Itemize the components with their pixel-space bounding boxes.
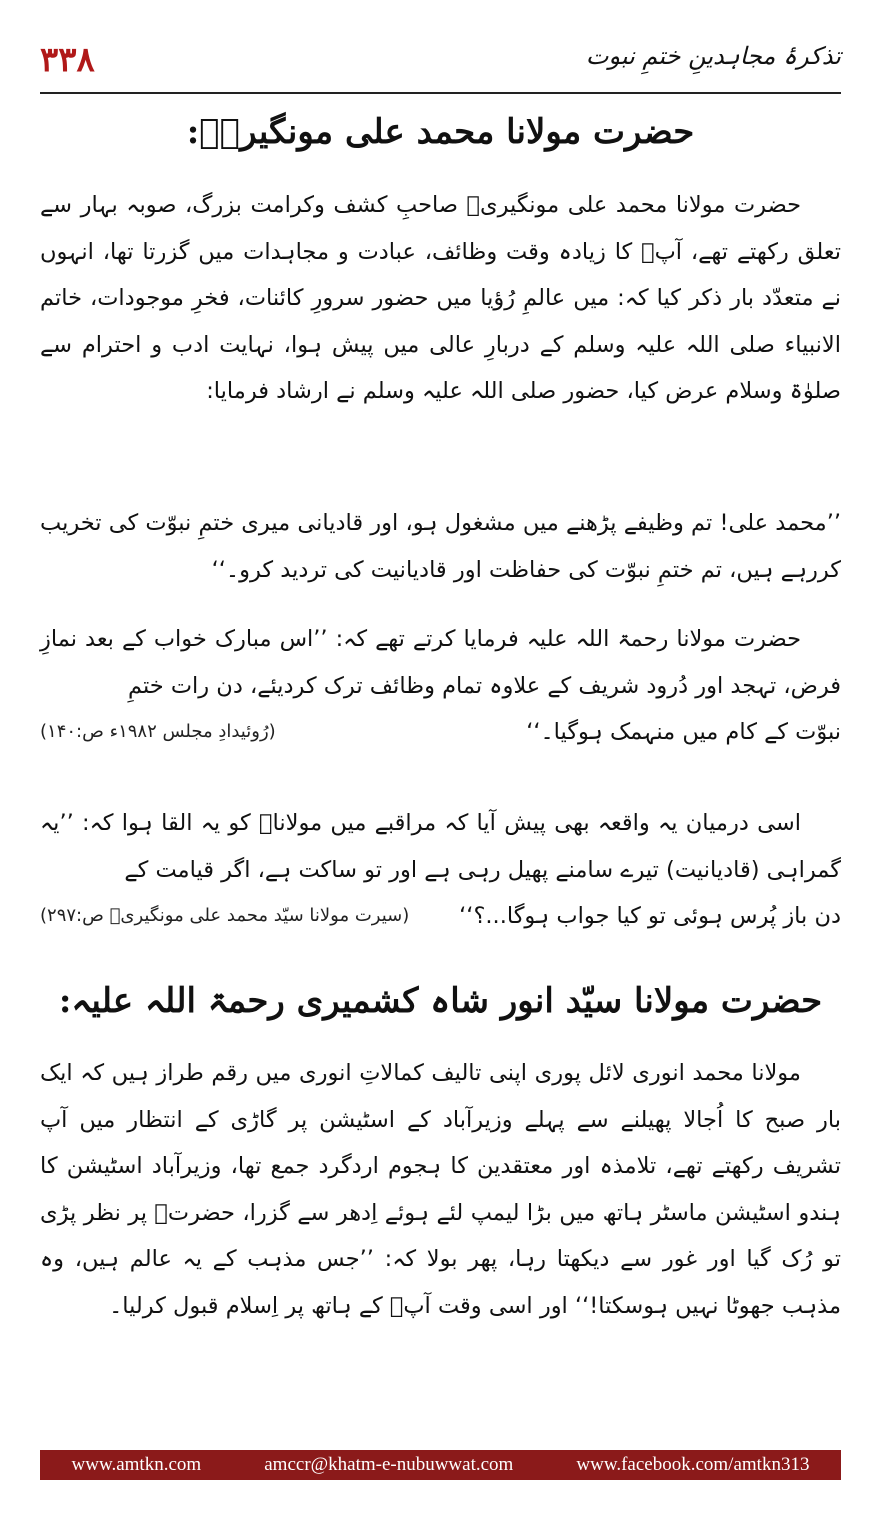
paragraph-dream-effect-text: حضرت مولانا رحمۃ اللہ علیہ فرمایا کرتے تھے کہ: ’’اس مبارک خواب کے بعد نمازِ فرض، تہجد اور دُرود شریف کے علاوہ تمام وظائف ترک کردیئے، دن رات ختمِ <box>40 626 841 699</box>
paragraph-muraqaba <box>40 800 841 940</box>
footer-facebook-link[interactable]: www.facebook.com/amtkn313 <box>576 1454 810 1475</box>
page-number: ۳۳۸ <box>40 40 95 80</box>
footer-bar <box>40 1450 841 1480</box>
footer-email-link[interactable]: amccr@khatm-e-nubuwwat.com <box>264 1454 514 1475</box>
paragraph-muraqaba-ending: دن باز پُرس ہوئی تو کیا جواب ہوگا...؟‘‘ <box>459 903 841 929</box>
page-header <box>40 28 841 90</box>
book-title: تذکرۂ مجاہدینِ ختمِ نبوت <box>585 42 841 70</box>
paragraph-dream-effect <box>40 616 841 756</box>
header-divider <box>40 92 841 94</box>
paragraph-dream-effect-last-line <box>40 709 841 756</box>
paragraph-muraqaba-last-line <box>40 893 841 940</box>
footer-website-link[interactable]: www.amtkn.com <box>71 1454 202 1475</box>
paragraph-dream-effect-ending: نبوّت کے کام میں منہمک ہوگیا۔‘‘ <box>526 719 841 745</box>
paragraph-prophet-quote: ’’محمد علی! تم وظیفے پڑھنے میں مشغول ہو، اور قادیانی میری ختمِ نبوّت کی تخریب کررہے ہیں، تم ختمِ نبوّت کی حفاظت اور قادیانیت کی تردید کرو۔‘‘ <box>40 510 841 583</box>
citation-seerat: (سیرت مولانا سیّد محمد علی مونگیریؒ ص:۲۹۷) <box>40 905 410 926</box>
paragraph-muraqaba-text: اسی درمیان یہ واقعہ بھی پیش آیا کہ مراقبے میں مولاناؒ کو یہ القا ہوا کہ: ’’یہ گمراہی (قادیانیت) تیرے سامنے پھیل رہی ہے اور تو ساکت ہے، اگر قیامت کے <box>40 810 841 883</box>
section-heading-kashmiri: حضرت مولانا سیّد انور شاہ کشمیری رحمۃ اللہ علیہ: <box>58 981 823 1021</box>
paragraph-mungeri-intro: حضرت مولانا محمد علی مونگیریؒ صاحبِ کشف وکرامت بزرگ، صوبہ بہار سے تعلق رکھتے تھے، آپؒ کا زیادہ وقت وظائف، عبادت و مجاہدات میں گزرتا تھا، انہوں نے متعدّد بار ذکر کیا کہ: میں عالمِ رُؤیا میں حضور سرورِ کائنات، فخرِ موجودات، خاتم الانبیاء صلی اللہ علیہ وسلم کے دربارِ عالی میں پیش ہوا، نہایت ادب و احترام سے صلوٰۃ وسلام عرض کیا، حضور صلی اللہ علیہ وسلم نے ارشاد فرمایا: <box>40 192 841 404</box>
section-heading-mungeri: حضرت مولانا محمد علی مونگیریؒ: <box>186 112 695 152</box>
paragraph-kashmiri-story: مولانا محمد انوری لائل پوری اپنی تالیف کمالاتِ انوری میں رقم طراز ہیں کہ ایک بار صبح کا اُجالا پھیلنے سے پہلے وزیرآباد کے اسٹیشن پر گاڑی کے انتظار میں آپ تشریف رکھتے تھے، تلامذہ اور معتقدین کا ہجوم اردگرد جمع تھا، وزیرآباد اسٹیشن کا ہندو اسٹیشن ماسٹر ہاتھ میں بڑا لیمپ لئے ہوئے اِدھر سے گزرا، حضرتؒ پر نظر پڑی تو رُک گیا اور غور سے دیکھتا رہا، پھر بولا کہ: ’’جس مذہب کے یہ عالم ہیں، وہ مذہب جھوٹا نہیں ہوسکتا!‘‘ اور اسی وقت آپؒ کے ہاتھ پر اِسلام قبول کرلیا۔ <box>40 1060 841 1319</box>
citation-roidad: (رُوئیدادِ مجلس ۱۹۸۲ء ص:۱۴۰) <box>40 721 276 742</box>
